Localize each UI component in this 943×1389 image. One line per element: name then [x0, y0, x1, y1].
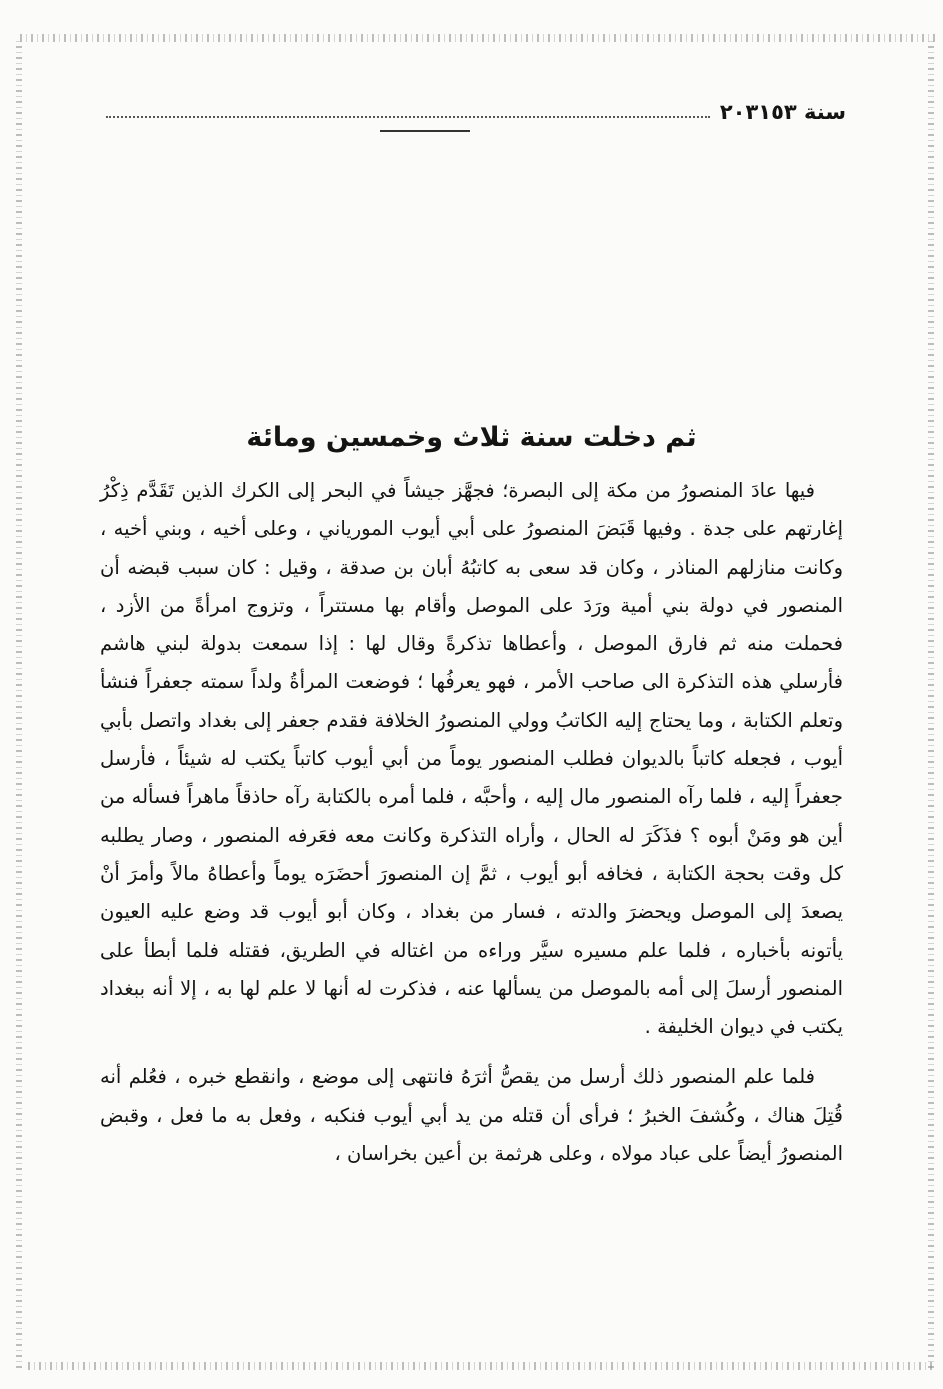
decorative-border-right [928, 38, 934, 1368]
page-number: ٢٠٣ [719, 100, 759, 124]
paragraph-1: فيها عادَ المنصورُ من مكة إلى البصرة؛ فجهَّز جيشاً في البحر إلى الكرك الذين تَقَدَّم ذِكْرُ إغارتهم على جدة . وفيها قَبَضَ المنصورُ على أبي أيوب المورياني ، وعلى أخيه ، وبني أخيه ، وكانت منازلهم المناذر ، وكان قد سعى به كاتبُهُ أبان بن صدقة ، وقيل : كان سبب قبضه أن المنصور في دولة بني أمية ورَدَ على الموصل وأقام بها مستتراً ، وتزوج امرأةً من الأزد ، فحملت منه ثم فارق الموصل ، وأعطاها تذكرةً وقال لها : إذا سمعت بدولة لبني هاشم فأرسلي هذه التذكرة الى صاحب الأمر ، فهو يعرفُها ؛ فوضعت المرأةُ ولداً سمته جعفراً فنشأ وتعلم الكتابة ، وما يحتاج إليه الكاتبُ وولي المنصورُ الخلافة فقدم جعفر إلى بغداد واتصل بأبي أيوب ، فجعله كاتباً بالديوان فطلب المنصور يوماً من أبي أيوب كاتباً يكتب له شيئاً ، فأرسل جعفراً إليه ، فلما رآه المنصور مال إليه ، وأحبَّه ، فلما أمره بالكتابة رآه حاذقاً ماهراً فسأله من أين هو ومَنْ أبوه ؟ فذَكَرَ له الحال ، وأراه التذكرة وكانت معه فعَرفه المنصور ، وصار يطلبه كل وقت بحجة الكتابة ، فخافه أبو أيوب ، ثمَّ إن المنصورَ أحضَرَه يوماً وأعطاهُ مالاً وأمرَ أنْ يصعدَ إلى الموصل ويحضرَ والدته ، فسار من بغداد ، وكان أبو أيوب قد وضع عليه العيون يأتونه بأخباره ، فلما علم مسيره سيَّر وراءه من اغتاله في الطريق، فقتله فلما أبطأ على المنصور أرسلَ إلى أمه بالموصل من يسألها عنه ، فذكرت له أنها لا علم لها به ، إلا أنه ببغداد يكتب في ديوان الخليفة . [100, 479, 843, 1039]
paragraph-2: فلما علم المنصور ذلك أرسل من يقصُّ أثرَهُ فانتهى إلى موضع ، وانقطع خبره ، فعُلم أنه قُتِلَ هناك ، وكُشفَ الخبرُ ؛ فرأى أن قتله من يد أبي أيوب فنكبه ، وفعل به ما فعل ، وقبض المنصورُ أيضاً على عباد مولاه ، وعلى هرثمة بن أعين بخراسان ، [100, 1065, 843, 1166]
chapter-title: ثم دخلت سنة ثلاث وخمسين ومائة [246, 422, 697, 453]
body-text [100, 472, 843, 1173]
running-header [96, 92, 846, 132]
header-section-year: سنة ١٥٣ [758, 100, 846, 124]
decorative-border-bottom [28, 1362, 933, 1370]
decorative-border-left [16, 38, 22, 1368]
header-underline [380, 130, 470, 132]
header-dotted-leader [106, 116, 710, 118]
decorative-border-top [20, 34, 935, 42]
